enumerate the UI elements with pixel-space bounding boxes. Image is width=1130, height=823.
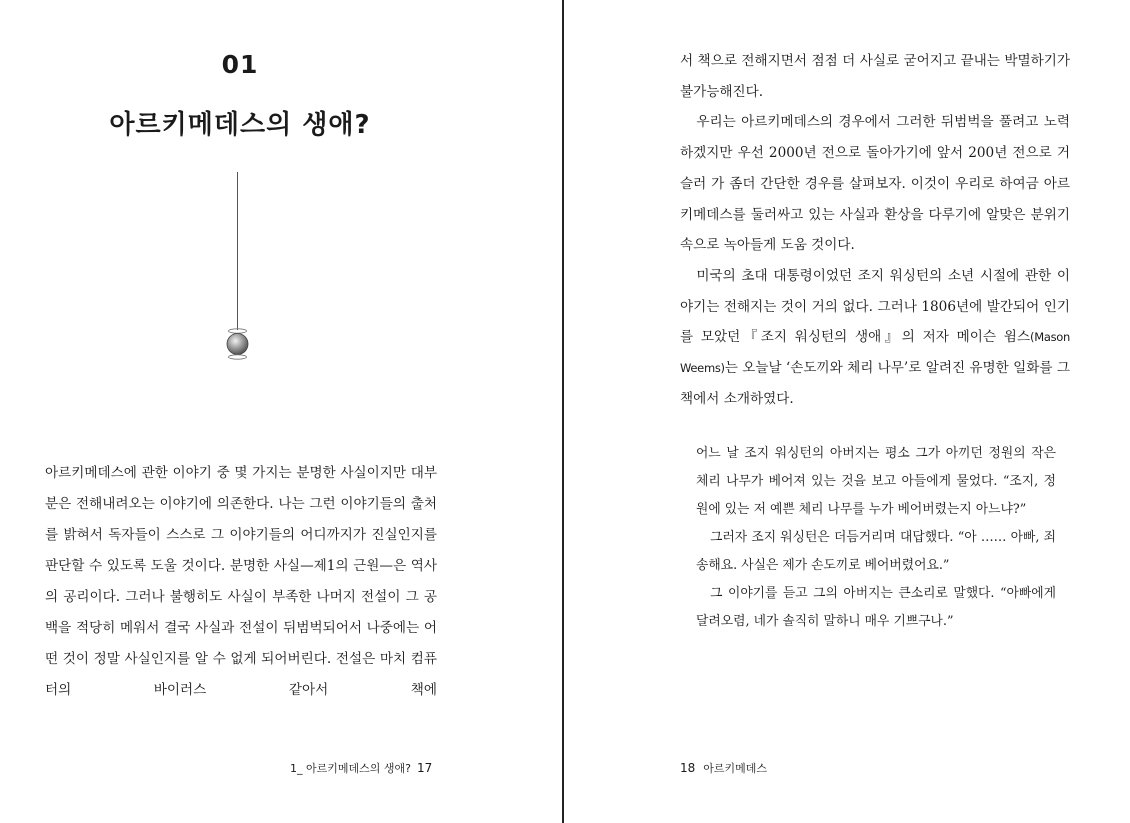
right-footer bbox=[680, 760, 767, 776]
running-head: 아르키메데스 bbox=[703, 762, 768, 775]
body-paragraph: 서 책으로 전해지면서 점점 더 사실로 굳어지고 끝내는 박멸하기가 불가능해진다. bbox=[680, 53, 1070, 100]
page-number: 17 bbox=[416, 761, 433, 775]
quote-paragraph: 그러자 조지 워싱턴은 더듬거리며 대답했다. “아 …… 아빠, 죄송해요. 사실은 제가 손도끼로 베어버렸어요.” bbox=[696, 530, 1056, 573]
body-text: 미국의 초대 대통령이었던 조지 워싱턴의 소년 시절에 관한 이야기는 전해지는 것이 거의 없다. 그러나 1806년에 발간되어 인기를 모았던『조지 워싱턴의 생애』의 저자 메이슨 윔스 bbox=[680, 267, 1070, 346]
quoted-anecdote bbox=[696, 440, 1056, 636]
body-paragraph: 우리는 아르키메데스의 경우에서 그러한 뒤범벅을 풀려고 노력하겠지만 우선 2000년 전으로 돌아가기에 앞서 200년 전으로 거슬러 가 좀더 간단한 경우를 살펴보자. 이것이 우리로 하여금 아르키메데스를 둘러싸고 있는 사실과 환상을 다루기에 알맞은 분위기 속으로 녹아들게 도움 것이다. bbox=[680, 114, 1070, 254]
right-page bbox=[564, 0, 1130, 823]
english-name: (Mason Weems) bbox=[680, 330, 1070, 376]
quote-paragraph: 그 이야기를 듣고 그의 아버지는 큰소리로 말했다. “아빠에게 달려오렴, 네가 솔직히 말하니 매우 기쁘구나.” bbox=[696, 586, 1056, 629]
chapter-title: 아르키메데스의 생애? bbox=[109, 110, 371, 140]
running-head: 1_ 아르키메데스의 생애? bbox=[290, 762, 411, 775]
left-footer bbox=[290, 760, 440, 776]
quote-paragraph: 어느 날 조지 워싱턴의 아버지는 평소 그가 아끼던 정원의 작은 체리 나무가 베어져 있는 것을 보고 아들에게 물었다. “조지, 정원에 있는 저 예쁜 체리 나무를 누가 베어버렸는지 아느냐?” bbox=[696, 446, 1056, 517]
pendulum-illustration bbox=[220, 170, 256, 370]
body-paragraph bbox=[680, 261, 1070, 415]
chapter-number: 01 bbox=[221, 50, 259, 79]
right-body bbox=[680, 46, 1070, 414]
page-number: 18 bbox=[680, 761, 696, 775]
body-text: 는 오늘날 ‘손도끼와 체리 나무’로 알려진 유명한 일화를 그 책에서 소개하였다. bbox=[680, 360, 1070, 407]
left-body-paragraph: 아르키메데스에 관한 이야기 중 몇 가지는 분명한 사실이지만 대부분은 전해내려오는 이야기에 의존한다. 나는 그런 이야기들의 출처를 밝혀서 독자들이 스스로 그 이야기들의 어디까지가 진실인지를 판단할 수 있도록 도울 것이다. 분명한 사실—제1의 근원—은 역사의 공리이다. 그러나 불행히도 사실이 부족한 나머지 전설이 그 공백을 적당히 메워서 결국 사실과 전설이 뒤범벅되어서 나중에는 어떤 것이 정말 사실인지를 알 수 없게 되어버린다. 전설은 마치 컴퓨터의 바이러스 같아서 책에 bbox=[45, 465, 437, 698]
left-page bbox=[0, 0, 562, 823]
